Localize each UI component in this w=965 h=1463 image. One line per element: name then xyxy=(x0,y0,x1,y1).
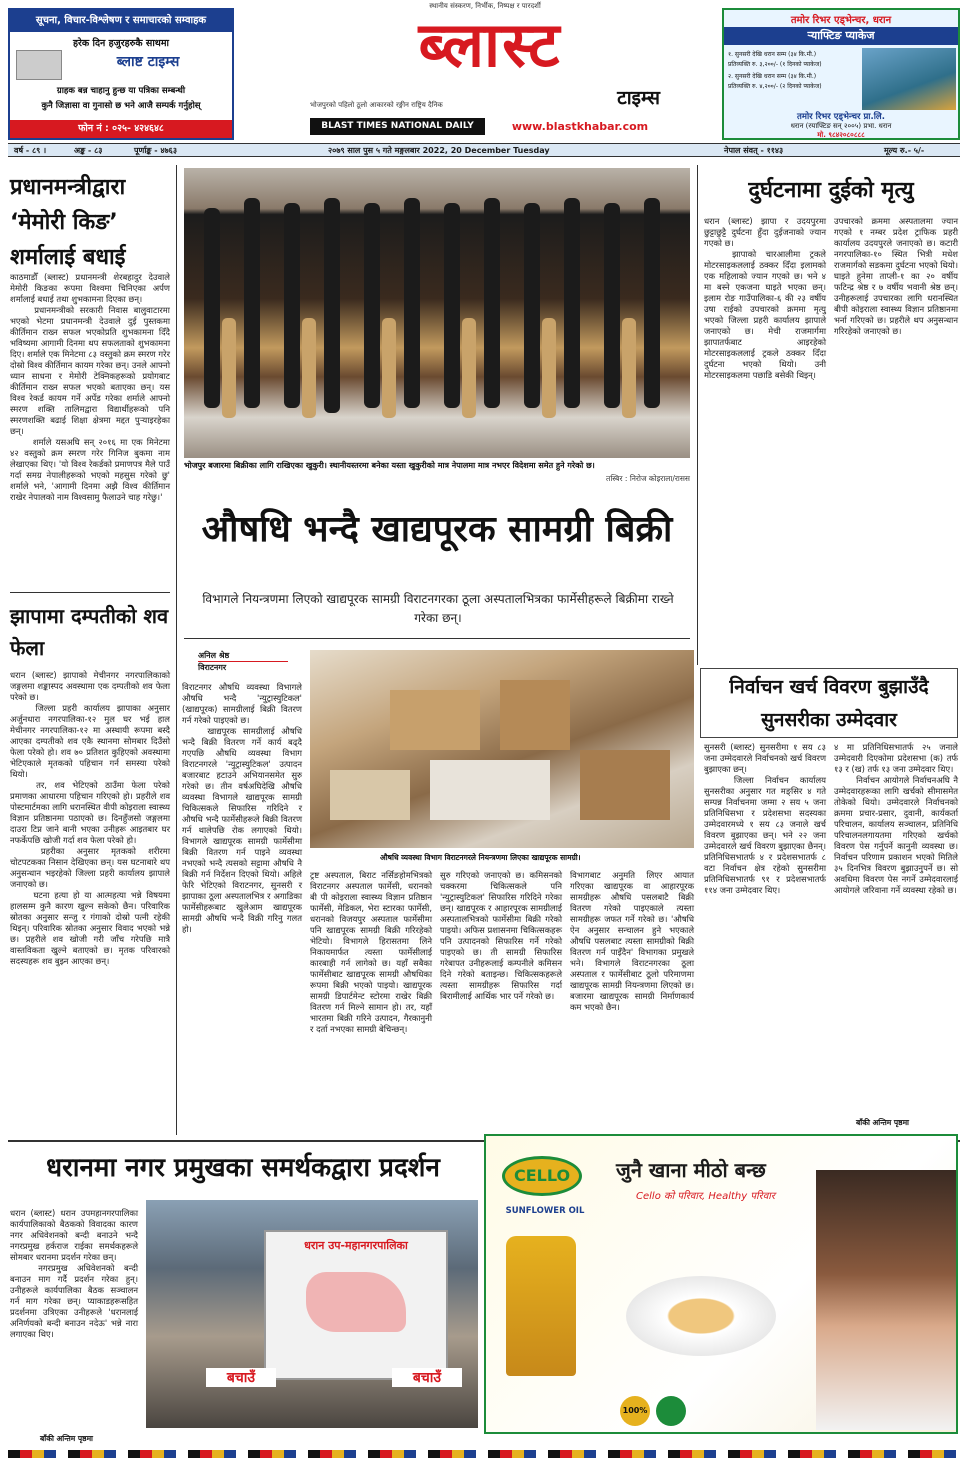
cello-badge: 100% xyxy=(620,1396,650,1426)
rafting-company: तमोर रिभर एड्भेन्चर, धरान xyxy=(790,15,892,26)
rafting-item: प्रतिव्यक्ति रु. ३,२००/- (१ दिनको प्याकेज) xyxy=(728,61,822,68)
save-sign: बचाउँ xyxy=(206,1368,276,1387)
ad-phone: फोन नं : ०२५- ४२४६४८ xyxy=(10,120,232,138)
khukuri-caption: भोजपुर बजारमा बिक्रीका लागि राखिएका खुकुरी। स्थानीयस्तरमा बनेका यस्ता खुकुरीको मात्र नेपालमा मात्र नभएर विदेशमा समेत हुने गरेको छ। xyxy=(184,461,595,470)
ad-headline: सूचना, विचार-विश्लेषण र समाचारको सम्वाहक xyxy=(10,10,232,32)
price: मूल्य रु.- ५/- xyxy=(884,146,925,155)
main-deck: विभागले नियन्त्रणमा लिएको खाद्यपूरक सामग्री विराटनगरका ठूला अस्पतालभित्रका फार्मेसीहरूले बिक्रीमा राख्ने गरेका छन्। xyxy=(202,592,674,625)
rafting-item: प्रतिव्यक्ति रु. ४,२००/- (२ दिनको प्याकेज) xyxy=(728,83,822,90)
main-col4: विभागबाट अनुमति लिएर आयात गरिएका खाद्यपूरक वा आहारपूरक सामग्रीहरू औषधि पसलबाटै बिक्री वितरण गरेको पाइएकाले त्यस्ता सामग्रीहरू जफत गर्ने गरेको छ। 'औषधि ऐन अनुसार सन्चालन हुने भएकाले औषधि पसलबाट त्यस्ता सामग्रीको बिक्री वितरण गर्न पाइँदैन' विभागका प्रमुखले भने। विभागले विराटनगरका ठूला अस्पताल र फार्मेसीबाट ठूलो परिमाणमा खाद्यपूरक सामग्री नियन्त्रणमा लिएको छ। बजारमा खाद्यपूरक सामग्री निर्माणकार्य कम भएको छैन। xyxy=(570,870,697,1012)
logo: ब्लास्ट xyxy=(418,8,562,81)
protest-banner xyxy=(264,1230,448,1380)
khukuri-credit: तस्बिर : निरोज कोइराला/रासस xyxy=(606,474,690,483)
english-name: BLAST TIMES NATIONAL DAILY xyxy=(310,118,485,135)
main-col3: सुरु गरिएको जनाएको छ। कमिसनको चक्करमा चिकित्सकले पनि 'न्युट्रास्युटिकल' सिफारिस गरिदिने गरेका छन्। खाद्यपूरक र आहारपूरक सामग्रीलाई अस्पतालभित्रको फार्मेसीमा बिक्री गरेको पाइयो। अफिस प्रशासनमा चिकित्सकहरू पनि उत्पादनको सिफारिस गर्ने गरेको पाइएको छ। ती सामग्री सिफारिस गरेबापत उनीहरूलाई कम्पनीले कमिसन दिने गरेको बताइन्छ। चिकित्सकहरूले त्यस्ता सामग्रीहरू सिफारिस गर्दा बिरामीलाई आर्थिक भार पर्ने गरेको छ। xyxy=(440,870,565,1001)
ad-line: ग्राहक बन्न चाहानु हुन्छ या पत्रिका सम्बन्धी xyxy=(56,86,186,96)
newspaper-icon xyxy=(16,50,62,80)
protest-photo xyxy=(146,1200,478,1428)
tagline-top: स्थानीय संस्करण, निर्भीक, निष्पक्ष र पारदर्शी xyxy=(429,2,541,10)
ad-line: कुनै जिज्ञासा वा गुनासो छ भने आजै सम्पर्क गर्नुहोस् xyxy=(41,101,201,111)
rafting-title: र्‍याफ्टिङ प्याकेज xyxy=(724,27,958,45)
rafting-company-name: तमोर रिभर एड्भेन्चर प्रा.लि. xyxy=(797,112,885,122)
share-icon xyxy=(656,1396,686,1426)
rafting-photo xyxy=(862,48,956,110)
save-sign: बचाउँ xyxy=(392,1368,462,1387)
story-pm-headline: प्रधानमन्त्रीद्वारा ‘मेमोरी किङ’ शर्मालाई बधाई xyxy=(10,175,126,270)
main-col2: ट्रष्ट अस्पताल, बिराट नर्सिङहोमभित्रको विराटनगर अस्पताल फार्मेसी, धरानको बी पी कोइराला स्वास्थ्य विज्ञान प्रतिष्ठान फार्मेसी, मेडिकल, भेरा स्टारका फार्मेसी, धरानको विजयपुर अस्पताल फार्मेसीमा पनि खाद्यपूरक सामग्री बिक्री गरिरहेको भेटियो। विभागले हिरासतमा लिने निकायमार्फत त्यस्ता फार्मेसीलाई कारबाही गर्न लागेको छ। यहाँ सबैका फार्मेसीबाट खाद्यपूरक सामग्री औषधिका रूपमा बिक्री भएको पाइयो। खाद्यपूरक सामग्री डिपार्टमेन्ट स्टोरमा राखेर बिक्री वितरण गर्न मिल्ने सामान हो। तर, यहाँ भारतमा बिक्री गरिने उत्पादन, गैरकानुनी र दर्ता नभएका सामग्री बेचिन्छन्। xyxy=(310,870,435,1034)
oil-bottle-icon xyxy=(506,1236,576,1376)
nepal-sambat: नेपाल संवत् - ११४३ xyxy=(724,146,784,155)
story-accident-col1: धरान (ब्लास्ट) झापा र उदयपुरमा छुट्टाछुट्टै दुर्घटना हुँदा दुईजनाको ज्यान गएको छ। झापाको चारआलीमा ट्रकले मोटरसाइकललाई ठक्कर दिँदा इलामको एक महिलाको ज्यान गएको छ। भने ४ मा बस्ने एकजना घाइते भएका छन्। इलाम रोङ गाउँपालिका-६ की २३ वर्षीय उषा राईको उपचारको क्रममा मृत्यु भएको जिल्ला प्रहरी कार्यालय झापाले जनाएको छ। मेची राजमार्गमा झापातर्फबाट आइरहेको मोटरसाइकललाई ट्रकले ठक्कर दिँदा दुर्घटना भएको थियो। उनी मोटरसाइकलमा पछाडि बसेकी थिइन्। xyxy=(704,216,826,380)
cello-logo: CELLO xyxy=(502,1156,582,1196)
byline-place: विराटनगर xyxy=(198,663,227,672)
ad-brand: ब्लाष्ट टाइम्स xyxy=(116,54,180,70)
khukuri-illustration xyxy=(184,168,690,458)
continued-label: बाँकी अन्तिम पृष्ठमा xyxy=(40,1434,93,1443)
rafting-mobile: मो. ९८४२०८०८८८ xyxy=(817,131,865,139)
story-accident-headline: दुर्घटनामा दुईको मृत्यु xyxy=(748,178,914,203)
divider xyxy=(184,638,690,639)
story-dharan-body: धरान (ब्लास्ट) धरान उपमहानगरपालिका कार्यपालिकाको बैठकको विवादका कारण नगर अधिवेशनको बन्दी बनाउने भन्दै नगरप्रमुख हर्कराज राईका समर्थकहरूले सोमबार धरानमा प्रदर्शन गरेका छन्। नगरप्रमुख अधिवेशनको बन्दी बनाउन माग गर्दै प्रदर्शन गरेका हुन्। उनीहरूले कार्यपालिका बैठक सञ्चालन गर्न माग गरेका छन्। प्याकाडहरूसहित प्रदर्शनमा उत्रिएका उनीहरूले 'धरानलाई अनिर्णयको बन्दी बनाउन नदेऊ' भन्ने नारा लगाएका थिए। xyxy=(10,1208,138,1339)
rafting-address: धरान (रयाफ्टिङ सन् २००५) प्रभा. धरान xyxy=(790,122,892,130)
supplements-caption: औषधि व्यवस्था विभाग विराटनगरले नियन्त्रणमा लिएका खाद्यपूरक सामग्री। xyxy=(380,853,581,862)
main-col1: विराटनगर औषधि व्यवस्था विभागले औषधि भन्दै 'न्युट्रास्युटिकल' (खाद्यपूरक) सामग्रीलाई बिक्री वितरण गर्न गरेको पाइएको छ। खाद्यपूरक सामग्रीलाई औषधि भन्दै बिक्री वितरण गर्ने कार्य बढ्दै गएपछि औषधि व्यवस्था विभाग विराटनगरले 'न्युट्रास्युटिकल' उत्पादन बजारबाट हटाउने अभियानसमेत सुरु गरेको छ। तीन वर्षअघिदेखि औषधि व्यवस्था विभागले खाद्यपूरक सामग्री चिकित्सकले सिफारिस गरिदिने र औषधि भन्दै फार्मेसीहरूले बिक्री वितरण गर्न थालेपछि रोक लगाएको थियो। विभागले खाद्यपूरक सामग्री फार्मेसीमा बिक्री वितरण गर्न पाइने व्यवस्था नभएको भन्दै त्यसको सट्टामा औषधि नै बिक्री गर्न निर्देशन दिएको थियो। अहिले फेरि भेटिएको विराटनगर, सुनसरी र झापाका ठूला अस्पतालभित्र र अगाडिका फार्मेसीहरूबाट खुलेआम खाद्यपूरक सामग्री औषधि भन्दै विक्री गरिनु गलत हो। xyxy=(182,682,302,934)
cello-subtag: Cello को परिवार, Healthy परिवार xyxy=(636,1191,775,1202)
rafting-item: २. सुनसरी देखि धरान सम्म (३४ कि.मी.) xyxy=(728,73,817,80)
food-plate-icon xyxy=(626,1276,776,1356)
story-couple-headline: झापामा दम्पतीको शव फेला xyxy=(10,604,169,660)
total-issue: पूर्णाङ्क - ४७६३ xyxy=(134,146,177,155)
logo-sub: टाइम्स xyxy=(617,87,660,109)
story-dharan-headline: धरानमा नगर प्रमुखका समर्थकद्वारा प्रदर्शन xyxy=(46,1153,440,1183)
story-election-col1: सुनसरी (ब्लास्ट) सुनसरीमा १ सय ८३ जना उम्मेदवारले निर्वाचनको खर्च विवरण बुझाएका छन्। जिल्ला निर्वाचन कार्यालय सुनसरीका अनुसार गत मङ्सिर ४ गते सम्पन्न निर्वाचनमा जम्मा २ सय ५ जना प्रतिनिधिसभा र प्रदेशसभा सदस्यका उम्मेदवारमध्ये १ सय ८३ जनाले खर्च विवरण बुझाएका छन्। भने २२ जना उम्मेदवारले खर्च विवरण बुझाएका छैनन्। प्रतिनिधिसभातर्फ ४ र प्रदेशसभातर्फ ८ वटा निर्वाचन क्षेत्र रहेको सुनसरीमा प्रतिनिधिसभातर्फ ९१ र प्रदेशसभातर्फ ११४ जना उम्मेदवार थिए। xyxy=(704,742,826,895)
rafting-item: १. सुनसरी देखि धरान सम्म (३४ कि.मी.) xyxy=(728,51,817,58)
byline: अनिल श्रेष्ठ xyxy=(198,650,288,662)
story-accident-col2: उपचारको क्रममा अस्पतालमा ज्यान गएको १ नम्बर प्रदेश ट्राफिक प्रहरी कार्यालय उदयपुरले जनाएको छ। कटारी नगरपालिका-१० स्थित भित्री मधेश राजमार्गको सडकमा दुर्घटना भएको थियो। घाइते हुनेमा ताप्ली-१ का २० वर्षीय फटिन्द्र श्रेष्ठ र ७ वर्षीय भवानी श्रेष्ठ छन्। उनीहरूलाई उपचारका लागि धरानस्थित बीपी कोइराला स्वास्थ्य विज्ञान प्रतिष्ठानमा भर्ना गरिएको छ। प्रहरीले थप अनुसन्धान गरिरहेको जनाएको छ। xyxy=(834,216,961,336)
website-link[interactable]: www.blastkhabar.com xyxy=(511,120,649,133)
cello-product: SUNFLOWER OIL xyxy=(505,1206,585,1216)
story-pm-body: काठमाडौँ (ब्लास्ट) प्रधानमन्त्री शेरबहादुर देउवाले मेमोरी किङका रूपमा विश्वमा चिनिएका अर्पण शर्मालाई बधाई तथा शुभकामना दिएका छन्। प्रधानमन्त्रीको सरकारी निवास बालुवाटारमा भएको भेटमा प्रधानमन्त्री देउवाले दुई पुस्तकमा कीर्तिमान राख्न सफल भएकोप्रति शुभकामना दिँदै भविष्यमा आगामी दिनमा थप सफलताको शुभकामना दिए। शर्माले एक मिनेटमा ८३ वस्तुको क्रम स्मरण गरेर दोस्रो विश्व कीर्तिमान कायम गरेका छन्। उनले आफ्नो ध्यान साधना र मेमोरी टेक्निकहरूको प्रयोगबाट कीर्तिमान राख्न सफल भएको बताएका छन्। यस विश्व रेकर्ड कायम गर्ने अर्पेड गरेका शर्माले आफ्नो स्मरण शक्ति तालिमद्वारा विद्यार्थीहरूको पनि स्मरणशक्ति बढाई शिक्षा क्षेत्रमा मद्दत पुऱ्याइरहेका छन्। शर्माले यसअघि सन् २०१६ मा एक मिनेटमा ४२ वस्तुको क्रम स्मरण गरेर गिनिज बुकमा नाम लेखाएका थिए। 'यो विश्व रेकर्डको प्रमाणपत्र मैले पाउँ गर्दा समग्र नेपालीहरूको भएको महसुस गरेको छु' शर्माले भने, 'आगामी दिनमा अझै विश्व कीर्तिमान राखेर नेपालको नाम विश्वसामु फैलाउने चाह गरेछु।' xyxy=(10,272,170,502)
divider xyxy=(10,592,170,593)
model-photo xyxy=(816,1170,956,1430)
continued-label: बाँकी अन्तिम पृष्ठमा xyxy=(856,1118,909,1127)
rafting-ad xyxy=(722,8,960,140)
date: २०७९ साल पुस ५ गते मङ्गलबार 2022, 20 December Tuesday xyxy=(328,146,550,155)
boxes-illustration xyxy=(310,650,694,848)
col-divider xyxy=(176,165,177,1135)
issue: अङ्क - ८३ xyxy=(74,146,103,155)
supplements-photo xyxy=(310,650,694,848)
story-couple-body: धरान (ब्लास्ट) झापाको मेचीनगर नगरपालिकाको जङ्गलमा शङ्कास्पद अवस्थामा एक दम्पतीको शव फेला परेको छ। जिल्ला प्रहरी कार्यालय झापाका अनुसार अर्जुनधारा नगरपालिका-१२ मुल घर भई हाल मेचीनगर नगरपालिका-१२ मा अस्थायी रूपमा बस्दै आएका दम्पतीको शव एकै स्थानमा सोमबार दिउँसो फेला परेको हो। शव ७० प्रतिशत कुहिएको अवस्थामा भेटिएकाले मृतकको पहिचान गर्न समस्या परेको थियो। तर, शव भेटिएको ठाउँमा फेला परेको प्रमाणका आधारमा पहिचान गरिएको हो। प्रहरीले शव पोस्टमार्टमका लागि धरानस्थित वीपी कोइराला स्वास्थ्य विज्ञान प्रतिष्ठानमा पठाएको छ। दिनहुँजसो जङ्गलमा दाउरा टिप्न जाने बानी भएका उनीहरू आइतबार घर नफर्केपछि खोजी गर्दा शव फेला परेको हो। प्रहरीका अनुसार मृतकको शरीरमा चोटपटकका निसान देखिएका छन्। यस घटनाबारे थप अनुसन्धान भइरहेको जिल्ला प्रहरी कार्यालय झापाले जनाएको छ। घटना हत्या हो या आत्महत्या भन्ने विषयमा हालसम्म कुनै कारण खुल्न सकेको छैन। परिवारिक स्रोतका अनुसार सन्जु र गंगाको दोस्रो पत्नी रहेकी थिइन्। परिवारिक स्रोतका अनुसार विवाद भएको भन्ने छ। प्रहरीले शव खोजी गरी जाँच गरेपछि मात्रै वास्तविकता खुल्ने बताएको छ। मृतक परिवारको सदस्यहरू शव बुझ्न आएका छन्। xyxy=(10,670,170,966)
election-headline-box xyxy=(700,668,958,738)
banner-text: धरान उप-महानगरपालिका xyxy=(304,1239,408,1252)
story-election-headline: निर्वाचन खर्च विवरण बुझाउँदै सुनसरीका उम्मेदवार xyxy=(729,676,929,731)
subline: भोजपुरको पहिलो ठूलो आकारको रङ्गीन राष्ट्रिय दैनिक xyxy=(310,101,443,109)
story-election-col2: ४ मा प्रतिनिधिसभातर्फ २५ जनाले उम्मेदवारी दिएकोमा प्रदेशसभा (क) तर्फ १३ र (ख) तर्फ १३ जना उम्मेदवार थिए। निर्वाचन आयोगले निर्वाचनअघि नै उम्मेदवारहरूका लागि खर्चको सीमासमेत तोकेको थियो। उम्मेदवारले निर्वाचनको क्रममा प्रचार-प्रसार, दुवानी, कार्यकर्ता परिचालन, कार्यालय सञ्चालन, प्रतिनिधि परिचालनलगायतमा गरिएको खर्चको विवरण पेस गर्नुपर्ने कानुनी व्यवस्था छ। निर्वाचन परिणाम प्रकाशन भएको मितिले ३५ दिनभित्र विवरण बुझाउनुपर्ने छ। सो अवधिमा विवरण पेस नगर्ने उम्मेदवारलाई आयोगले जरिवाना गर्ने व्यवस्था रहेको छ। xyxy=(834,742,958,895)
khukuri-photo xyxy=(184,168,690,458)
map-shape xyxy=(306,1272,406,1332)
subscription-ad xyxy=(8,8,234,140)
col-divider xyxy=(697,165,698,665)
year: वर्ष - ८९ । xyxy=(14,146,47,155)
ad-line: हरेक दिन हजुरहरुकै साथमा xyxy=(72,38,170,49)
cello-ad xyxy=(484,1134,958,1434)
cello-tagline: जुनै खाना मीठो बन्छ xyxy=(616,1158,766,1182)
color-registration-bar xyxy=(8,1450,960,1458)
dateline-bar xyxy=(8,143,960,157)
main-headline: औषधि भन्दै खाद्यपूरक सामग्री बिक्री xyxy=(201,509,673,550)
